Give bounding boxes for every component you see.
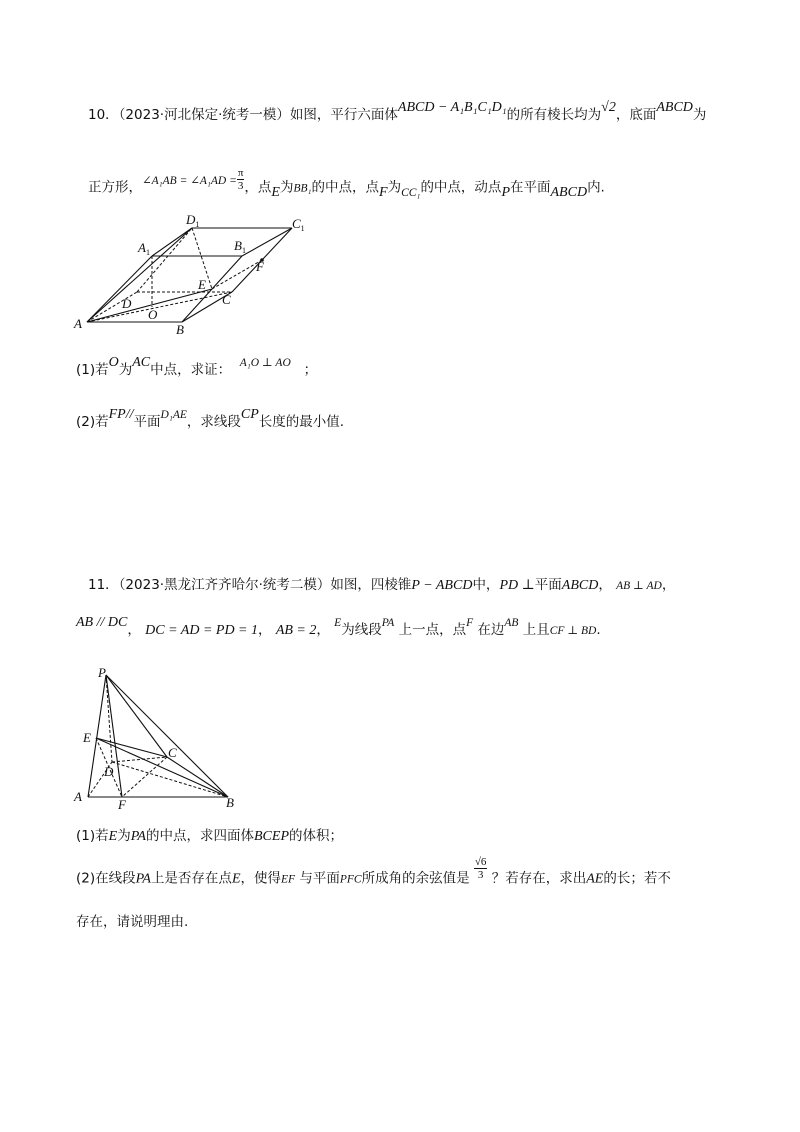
svg-text:E: E xyxy=(198,277,206,292)
hidden-D-D1 xyxy=(137,228,192,292)
problem-source: （2023·黑龙江齐齐哈尔·统考二模） xyxy=(118,577,331,593)
edge-A-A1 xyxy=(87,256,152,322)
edge-E-B xyxy=(96,738,228,797)
math-angle: ∠A₁AB = ∠A₁AD = xyxy=(142,174,237,187)
svg-text:O: O xyxy=(148,307,158,322)
problem-11-question-2: (2)在线段PA上是否存在点E，使得EF 与平面PFC所成角的余弦值是 $\frac{√6}{3}$ ？若存在，求出AE的长；若不 xyxy=(76,856,671,887)
edge-A1-D1 xyxy=(152,228,192,256)
svg-text:A1: $A_1$ xyxy=(138,240,150,257)
svg-text:D: D xyxy=(122,296,132,311)
hidden-E-F xyxy=(212,260,262,289)
svg-text:A: A xyxy=(74,316,82,331)
math-fraction-sqrt6-3: $\frac{√6}{3}$ xyxy=(474,856,487,881)
svg-text:A: A xyxy=(74,789,82,804)
svg-text:C: C xyxy=(168,745,177,760)
math-perpendicular: A₁O ⊥ AO xyxy=(239,357,291,369)
problem-number: 11． xyxy=(88,577,119,593)
problem-11-line-1: 11．（2023·黑龙江齐齐哈尔·统考二模）如图，四棱锥P − ABCD中，PD ⊥平面ABCD， AB ⊥ AD， xyxy=(88,577,676,593)
problem-10-question-2: (2)若FP//平面D₁AE，求线段CP长度的最小值. xyxy=(76,407,345,430)
svg-text:B1: $B_1$ xyxy=(234,238,246,255)
problem-10-question-1: (1)若O为AC中点，求证： A₁O ⊥ AO ； xyxy=(76,355,318,378)
problem-11-question-1: (1)若E为PA的中点，求四面体BCEP的体积； xyxy=(76,828,343,844)
svg-text:F: F xyxy=(118,797,126,810)
problem-10-line-1: 10．（2023·河北保定·统考一模）如图，平行六面体ABCD − A₁B₁C₁D₁的所有棱长均为√2，底面ABCD为 xyxy=(88,100,707,123)
svg-text:B: B xyxy=(226,795,234,810)
math-fraction-pi-3: $\frac{\pi}{3}$ xyxy=(237,167,244,192)
figure-parallelepiped xyxy=(70,210,320,340)
problem-number: 10． xyxy=(88,107,119,123)
svg-text:C1: $C_1$ xyxy=(292,216,305,233)
edge-C-B xyxy=(167,757,228,797)
svg-text:D: D xyxy=(104,764,114,779)
problem-source: （2023·河北保定·统考一模） xyxy=(118,107,290,123)
svg-text:B: B xyxy=(176,322,184,337)
problem-11-line-2: AB // DC， DC = AD = PD = 1， AB = 2， E为线段PA 上一点，点F 在边AB 上且CF ⊥ BD. xyxy=(76,615,601,638)
edge-B1-C1 xyxy=(242,228,292,256)
hidden-A-C xyxy=(87,292,232,322)
svg-text:E: E xyxy=(83,730,91,745)
svg-text:C: C xyxy=(222,292,231,307)
math-sqrt2: √2 xyxy=(601,100,616,115)
problem-10-line-2: 正方形，∠A₁AB = ∠A₁AD = $\frac{\pi}{3}$ ，点E为BB₁的中点，点F为CC₁的中点，动点P在平面ABCD内. xyxy=(88,167,605,200)
svg-text:F: F xyxy=(256,259,264,274)
math-solid: ABCD − A₁B₁C₁D₁ xyxy=(397,100,507,115)
figure-pyramid xyxy=(68,665,248,810)
hidden-P-D xyxy=(106,675,112,762)
svg-text:P: P xyxy=(98,665,106,680)
svg-text:D1: $D_1$ xyxy=(186,212,200,229)
problem-11-question-2-cont: 存在，请说明理由. xyxy=(76,914,189,930)
